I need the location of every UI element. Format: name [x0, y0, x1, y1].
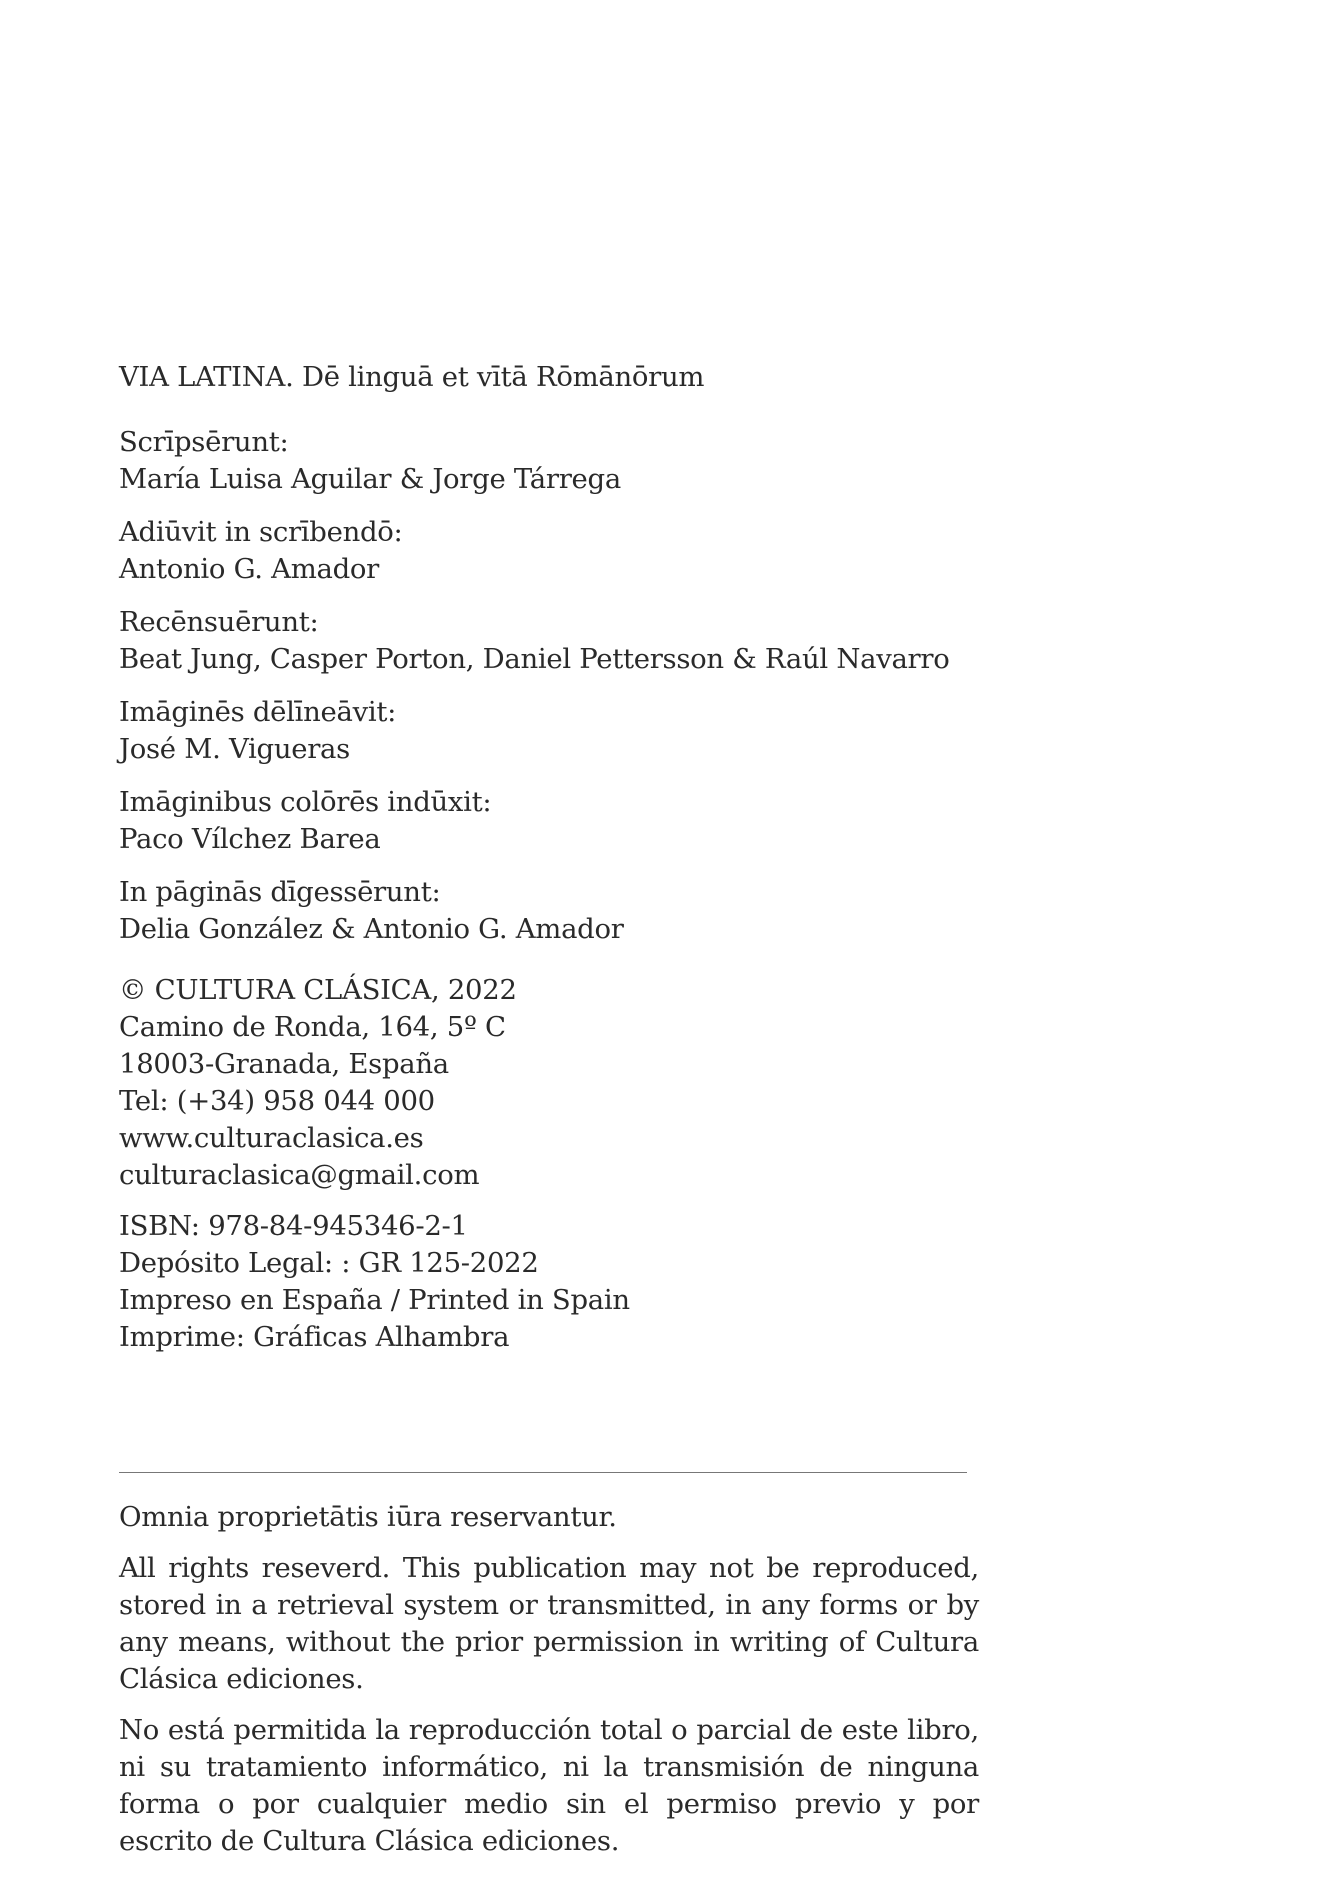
- rights-latin: Omnia proprietātis iūra reservantur.: [119, 1501, 617, 1533]
- credit-names: Delia González & Antonio G. Amador: [119, 913, 624, 945]
- credit-role: In pāginās dīgessērunt:: [119, 876, 441, 908]
- credit-illustrator: [119, 694, 979, 768]
- email-line: culturaclasica@gmail.com: [119, 1159, 480, 1191]
- credit-authors: [119, 424, 979, 498]
- credit-assistant: [119, 514, 979, 588]
- credit-names: Beat Jung, Casper Porton, Daniel Pettersson & Raúl Navarro: [119, 643, 950, 675]
- book-title: VIA LATINA. Dē linguā et vītā Rōmānōrum: [119, 361, 705, 393]
- publisher-block: [119, 972, 979, 1194]
- city-line: 18003-Granada, España: [119, 1048, 449, 1080]
- rights-english: All rights reseverd. This publication may not be reproduced, stored in a retrieval system or transmitted, in any forms or by any means, without the prior permission in writing of Cultura Clásica ediciones.: [119, 1552, 979, 1695]
- divider-rule: [119, 1472, 967, 1473]
- credit-names: José M. Vigueras: [119, 733, 350, 765]
- copyright-line: © CULTURA CLÁSICA, 2022: [119, 974, 517, 1006]
- rights-block: [119, 1499, 979, 1874]
- credit-names: María Luisa Aguilar & Jorge Tárrega: [119, 463, 621, 495]
- credit-role: Recēnsuērunt:: [119, 606, 319, 638]
- credit-reviewers: [119, 604, 979, 678]
- credit-names: Paco Vílchez Barea: [119, 823, 381, 855]
- credit-role: Adiūvit in scrībendō:: [119, 516, 403, 548]
- credit-role: Imāginibus colōrēs indūxit:: [119, 786, 492, 818]
- printer-line: Imprime: Gráficas Alhambra: [119, 1321, 510, 1353]
- address-line: Camino de Ronda, 164, 5º C: [119, 1011, 506, 1043]
- credit-role: Scrīpsērunt:: [119, 426, 289, 458]
- credit-names: Antonio G. Amador: [119, 553, 379, 585]
- printed-in-line: Impreso en España / Printed in Spain: [119, 1284, 630, 1316]
- credit-role: Imāginēs dēlīneāvit:: [119, 696, 397, 728]
- legal-block: [119, 1208, 979, 1356]
- credit-layout: [119, 874, 979, 948]
- isbn-line: ISBN: 978-84-945346-2-1: [119, 1210, 468, 1242]
- rights-spanish: No está permitida la reproducción total o parcial de este libro, ni su tratamiento informático, ni la transmisión de ninguna forma o por cualquier medio sin el permiso previo y por escrito de Cultura Clásica ediciones.: [119, 1714, 979, 1857]
- credit-colorist: [119, 784, 979, 858]
- colophon: [119, 359, 979, 1356]
- phone-line: Tel: (+34) 958 044 000: [119, 1085, 435, 1117]
- website-line: www.culturaclasica.es: [119, 1122, 424, 1154]
- legal-deposit-line: Depósito Legal: : GR 125-2022: [119, 1247, 539, 1279]
